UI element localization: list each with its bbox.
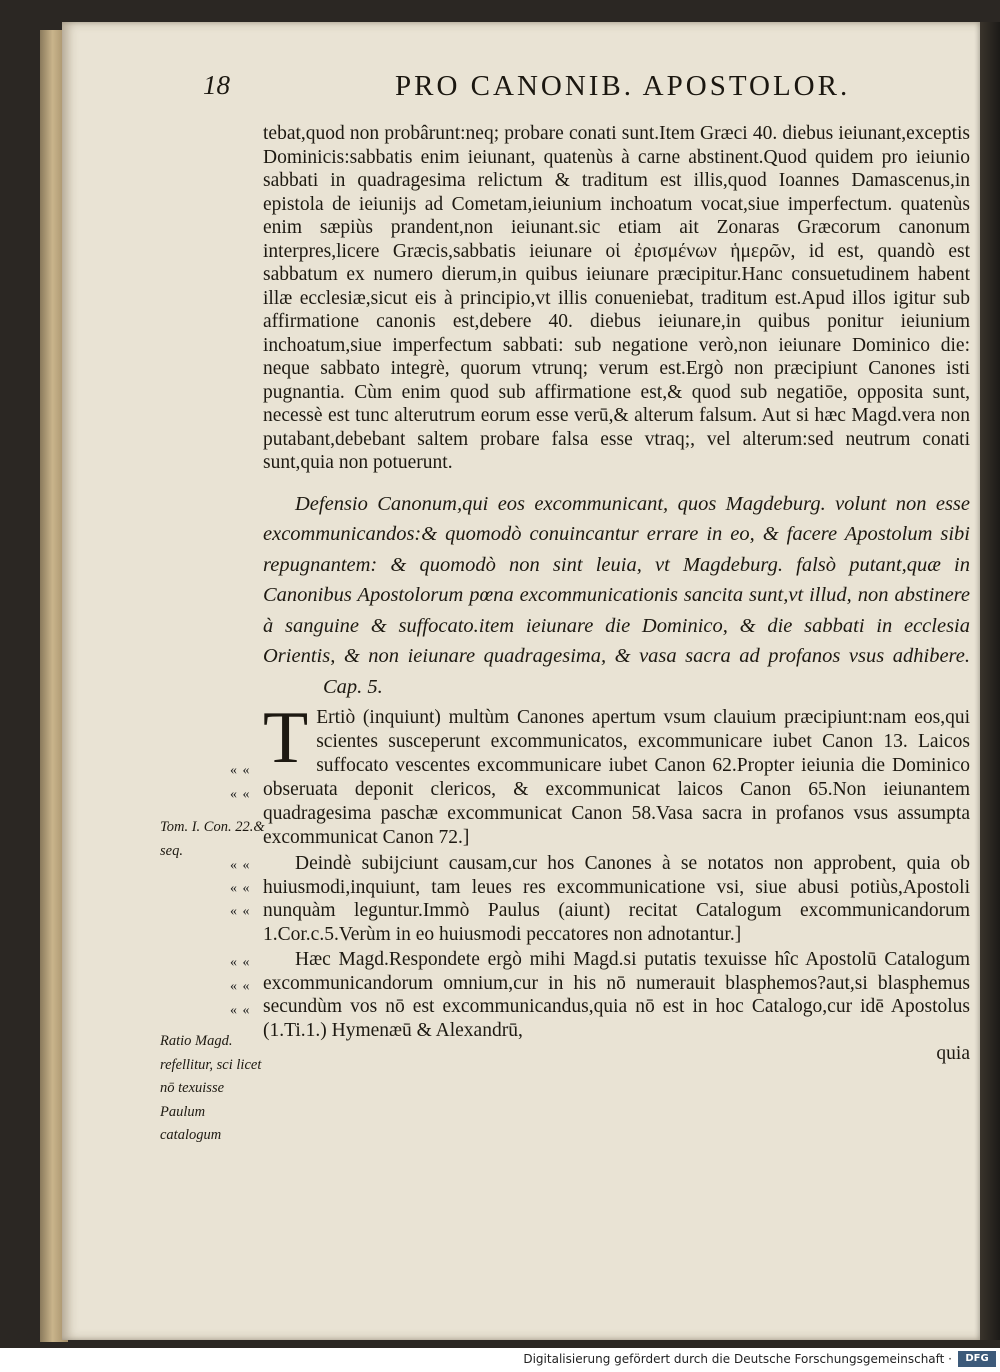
quote-mark: « « [230,955,251,970]
digitization-footer [0,1348,1000,1372]
chapter-heading-text: Defensio Canonum,qui eos excommunicant, quos Magdeburg. volunt non esse excommunicandos:& quomodò conuincantur errare in eo, & facere Apostolum sibi repugnantem: & quomodò non sint leuia, vt Magdeburg. falsò putant,quæ in Canonibus Apostolorum pœna excommunicationis sancita sunt,vt illud, non abstinere à sanguine & suffocato.item ieiunare die Dominico, & die sabbati in ecclesia Orientis, & non ieiunare quadragesima, & vasa sacra ad profanos vsus adhibere. [263,492,970,667]
catchword: quia [936,1043,970,1064]
quote-mark: « « [230,979,251,994]
paragraph-2-text: Ertiò (inquiunt) multùm Canones apertum vsum clauium præcipiunt:nam eos,qui scientes susceperunt excommunicatos, excommunicare iubet Canon 13. Laicos suffocato vescentes excommunicare iubet Canon 62.Propter ieiunia die Dominico obseruata deponit clericos, & excommunicat laicos Canon 65.Non ieiunantem quadragesima paschæ excommunicat Canon 58.Vasa sacra in profanos vsus assumpta excommunicat Canon 72.] [263,707,970,848]
funding-credit: Digitalisierung gefördert durch die Deutsche Forschungsgemeinschaft · [523,1352,952,1366]
dfg-logo: DFG [958,1351,996,1367]
folio-number: 18 [203,70,230,100]
quote-mark: « « [230,904,251,919]
quote-mark: « « [230,1003,251,1018]
drop-initial: T [263,697,309,779]
paragraph-1: tebat,quod non probârunt:neq; probare conati sunt.Item Græci 40. diebus ieiunant,exceptis Dominicis:sabbatis enim ieiunant, quatenùs à carne abstinent.Quod quidem pro ieiunio sabbati in quadragesima relictum & traditum est illis,quod Ioannes Damascenus,in epistola de ieiunijs ad Cometam,ieiunium inchoatum vocat,siue imperfectum. quatenùs enim sæpiùs prandent,non ieiunant.sic etiam ait Zonaras Græcorum canonum interpres,licere Græcis,sabbatis ieiunare οἱ ἐρισμένων ἡμερῶν, id est, quandò est sabbatum ex numero dierum,in quibus ieiunare præcipitur.Hanc consuetudinem habent illæ ecclesiæ,sicut eis à principio,vt illis conueniebat, traditum est.Apud illos igitur sub affirmatione canonis est,debere 40. diebus ieiunare,in quibus ponitur ieiunium inchoatum,siue imperfectum sabbati: sub negatione verò,non ieiunare Dominico die: neque sabbato integrè, quorum vtrunq; verum est.Ergò non præcipiunt Canones isti pugnantia. Cùm enim quod sub affirmatione est,& quod sub negatiōe, opposita sunt, necessè est tunc alterutrum eorum esse verū,& alterum falsum. Aut si hæc Magd.vera non putabant,debebant saltem probare falsa esse vtraq;, vel alterum:sed neutrum conati sunt,quia non potuerunt. [263,123,970,473]
chapter-label: Cap. 5. [323,675,383,698]
margin-reference: Tom. I. Con. 22.& seq. [160,819,265,859]
quote-mark: « « [230,763,251,778]
page-header [0,70,1000,120]
quote-mark: « « [230,787,251,802]
margin-note: Ratio Magd. refellitur, sci licet nō texuisse Paulum catalogum [160,1033,262,1143]
page-edge [980,22,1000,1340]
paragraph-3: Deindè subijciunt causam,cur hos Canones à se notatos non approbent, quia ob huiusmodi,inquiunt, tam leues res excommunicatione vsi, siue abusi potiùs,Apostoli nunquàm leguntur.Immò Paulus (aiunt) recitat Catalogum excommunicandorum 1.Cor.c.5.Verùm in eo huiusmodi peccatores non adnotantur.] [263,853,970,945]
main-text-block [263,122,970,1066]
chapter-heading [263,489,970,703]
paragraph-4: Hæc Magd.Respondete ergò mihi Magd.si putatis texuisse hîc Apostolū Catalogum excommunicandorum omnium,cur in his nō numerauit blasphemos?aut,si blasphemus secundùm vos nō est excommunicandus,quia nō est in hoc Catalogo,cur idē Apostolus (1.Ti.1.) Hymenæū & Alexandrū, [263,949,970,1041]
running-head: PRO CANONIB. APOSTOLOR. [395,70,851,102]
quote-mark: « « [230,858,251,873]
quote-mark: « « [230,881,251,896]
paragraph-2 [263,697,970,850]
